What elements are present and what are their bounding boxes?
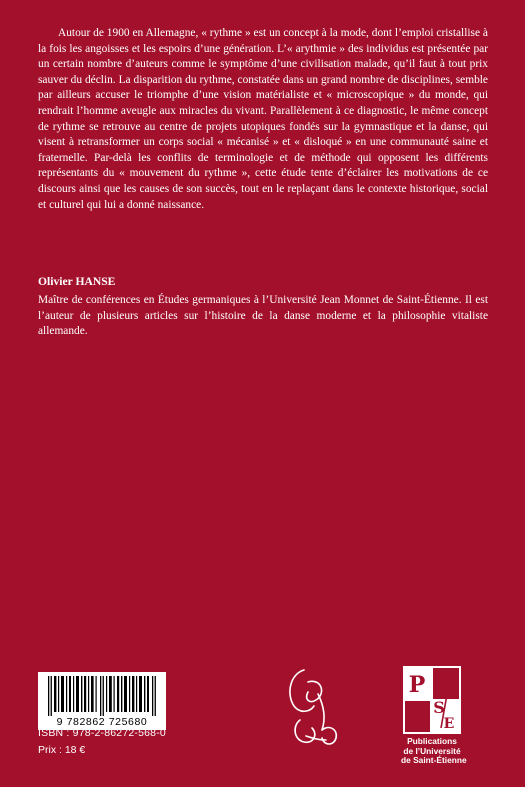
back-cover-summary	[38, 26, 488, 213]
publisher-line: Publications	[407, 736, 457, 746]
svg-text:E: E	[443, 716, 455, 732]
publisher-name	[401, 736, 467, 766]
author-name: Olivier HANSE	[38, 275, 116, 288]
barcode-digits: 9 782862 725680	[56, 716, 148, 728]
svg-text:S: S	[433, 698, 445, 717]
celec-logo-icon	[282, 660, 344, 750]
svg-text:P: P	[408, 672, 426, 698]
barcode	[38, 672, 166, 730]
isbn: ISBN : 978-2-86272-568-0	[38, 727, 166, 739]
author-bio: Maître de conférences en Études germaniques à l’Université Jean Monnet de Saint-Étienne. Il est l’auteur de plusieurs articles sur l’histoire de la danse moderne et la philosophie vitaliste allemande.	[38, 294, 488, 338]
pse-logo-icon	[403, 666, 461, 734]
price: Prix : 18 €	[38, 744, 86, 756]
barcode-bars-icon	[48, 676, 156, 716]
publisher-line: de l’Université	[403, 745, 461, 756]
publisher-line: de Saint-Étienne	[401, 755, 467, 766]
summary-paragraph: Autour de 1900 en Allemagne, « rythme » est un concept à la mode, dont l’emploi cristallise à la fois les angoisses et les espoirs d’une génération. L’« arythmie » des individus est présentée par un certain nombre d’auteurs comme le symptôme d’une civilisation malade, qu’il faut à tout prix sauver du déclin. La disparition du rythme, constatée dans un grand nombre de disciplines, semble par ailleurs accuser le triomphe d’une vision matérialiste et « microscopique » du monde, qui rendrait l’homme aveugle aux miracles du vivant. Parallèlement à ce diagnostic, le même concept de rythme se retrouve au centre de projets utopiques fondés sur la gymnastique et la danse, qui visent à retransformer un corps social « mécanisé » et « disloqué » en une communauté saine et fraternelle. Par-delà les conflits de terminologie et de méthode qui opposent les différents représentants du « mouvement du rythme », cette étude tente d’éclairer les motivations de ce discours ainsi que les causes de son succès, tout en le replaçant dans le contexte historique, social et culturel qui lui a donné naissance.	[38, 27, 488, 211]
